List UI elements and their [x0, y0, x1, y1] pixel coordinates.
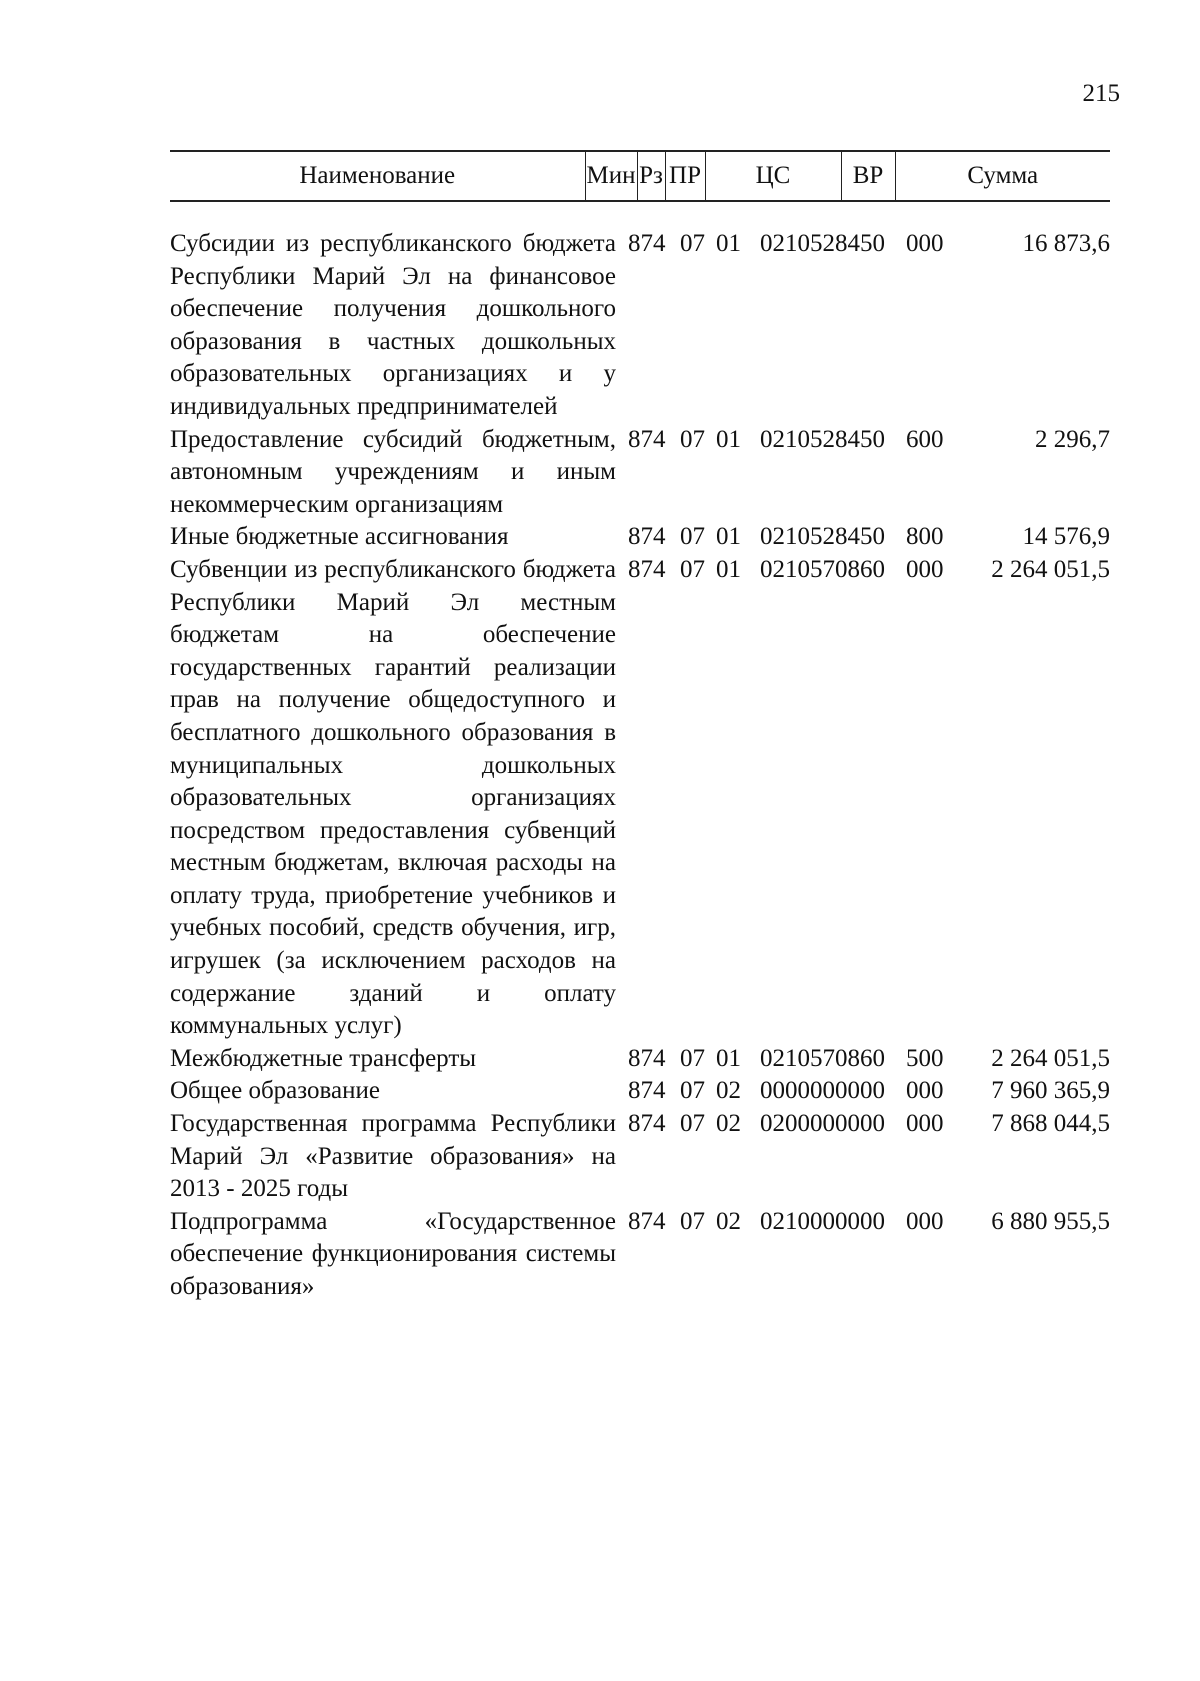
row-vr: 600: [906, 425, 944, 453]
row-vr: 000: [906, 555, 944, 583]
row-pr: 01: [716, 555, 741, 583]
row-cs: 0210528450: [760, 523, 885, 551]
row-sum: 16 873,6: [1022, 230, 1110, 257]
row-min: 874: [628, 1044, 666, 1072]
row-cs: 0000000000: [760, 1077, 885, 1105]
header-name: Наименование: [170, 151, 585, 201]
header-vr: ВР: [841, 151, 895, 201]
header-pr: ПР: [665, 151, 705, 201]
row-rz: 07: [680, 1077, 705, 1105]
row-name: Субвенции из республиканского бюджета Республики Марий Эл местным бюджетам на обеспечение государственных гарантий реализации прав на получение общедоступного и бесплатного дошкольного образования в муниципальных дошкольных образовательных организациях посредством предоставления субвенций местным бюджетам, включая расходы на оплату труда, приобретение учебников и учебных пособий, средств обучения, игр, игрушек (за исключением расходов на содержание зданий и оплату коммунальных услуг): [170, 555, 616, 1040]
row-name: Межбюджетные трансферты: [170, 1044, 477, 1072]
table-row: [170, 1108, 1110, 1206]
row-vr: 000: [906, 1077, 944, 1105]
row-sum: 2 296,7: [1035, 425, 1110, 453]
table-row: [170, 1075, 1110, 1108]
row-pr: 01: [716, 425, 741, 453]
table-row: [170, 228, 1110, 424]
row-pr: 02: [716, 1110, 741, 1138]
table-row: [170, 1206, 1110, 1304]
row-name: Предоставление субсидий бюджетным, автономным учреждениям и иным некоммерческим организациям: [170, 425, 616, 518]
row-vr: 500: [906, 1044, 944, 1072]
row-cs: 0210528450: [760, 230, 885, 257]
row-name: Государственная программа Республики Марий Эл «Развитие образования» на 2013 - 2025 годы: [170, 1110, 616, 1203]
row-vr: 000: [906, 1110, 944, 1138]
table-row: [170, 554, 1110, 1043]
row-sum: 6 880 955,5: [991, 1207, 1110, 1235]
row-rz: 07: [680, 1044, 705, 1072]
row-rz: 07: [680, 555, 705, 583]
row-pr: 01: [716, 1044, 741, 1072]
header-rz: Рз: [637, 151, 665, 201]
row-rz: 07: [680, 230, 705, 257]
row-min: 874: [628, 1077, 666, 1105]
row-rz: 07: [680, 523, 705, 551]
row-cs: 0210528450: [760, 425, 885, 453]
table-row: [170, 1043, 1110, 1076]
page-number: 215: [1082, 80, 1120, 107]
row-min: 874: [628, 1110, 666, 1138]
row-sum: 14 576,9: [1022, 523, 1110, 551]
row-cs: 0210000000: [760, 1207, 885, 1235]
row-rz: 07: [680, 425, 705, 453]
row-min: 874: [628, 555, 666, 583]
row-sum: 7 868 044,5: [991, 1110, 1110, 1138]
row-name: Субсидии из республиканского бюджета Республики Марий Эл на финансовое обеспечение получения дошкольного образования в частных дошкольных образовательных организациях и у индивидуальных предпринимателей: [170, 230, 616, 420]
row-min: 874: [628, 230, 666, 257]
row-vr: 000: [906, 1207, 944, 1235]
row-name: Общее образование: [170, 1077, 380, 1105]
row-min: 874: [628, 425, 666, 453]
row-name: Подпрограмма «Государственное обеспечение функционирования системы образования»: [170, 1207, 616, 1300]
header-sum: Сумма: [895, 151, 1110, 201]
row-pr: 02: [716, 1207, 741, 1235]
row-vr: 000: [906, 230, 944, 257]
row-sum: 7 960 365,9: [991, 1077, 1110, 1105]
row-name: Иные бюджетные ассигнования: [170, 523, 509, 551]
row-sum: 2 264 051,5: [991, 1044, 1110, 1072]
row-rz: 07: [680, 1207, 705, 1235]
row-cs: 0210570860: [760, 555, 885, 583]
header-min: Мин: [585, 151, 637, 201]
row-min: 874: [628, 1207, 666, 1235]
header-cs: ЦС: [705, 151, 841, 201]
table-header: [170, 150, 1110, 202]
table-body: [170, 228, 1110, 1304]
row-cs: 0210570860: [760, 1044, 885, 1072]
row-rz: 07: [680, 1110, 705, 1138]
budget-table: [170, 228, 1110, 1304]
row-cs: 0200000000: [760, 1110, 885, 1138]
row-min: 874: [628, 523, 666, 551]
row-pr: 01: [716, 523, 741, 551]
row-vr: 800: [906, 523, 944, 551]
row-pr: 01: [716, 230, 741, 257]
table-row: [170, 521, 1110, 554]
row-pr: 02: [716, 1077, 741, 1105]
table-row: [170, 424, 1110, 522]
row-sum: 2 264 051,5: [991, 555, 1110, 583]
